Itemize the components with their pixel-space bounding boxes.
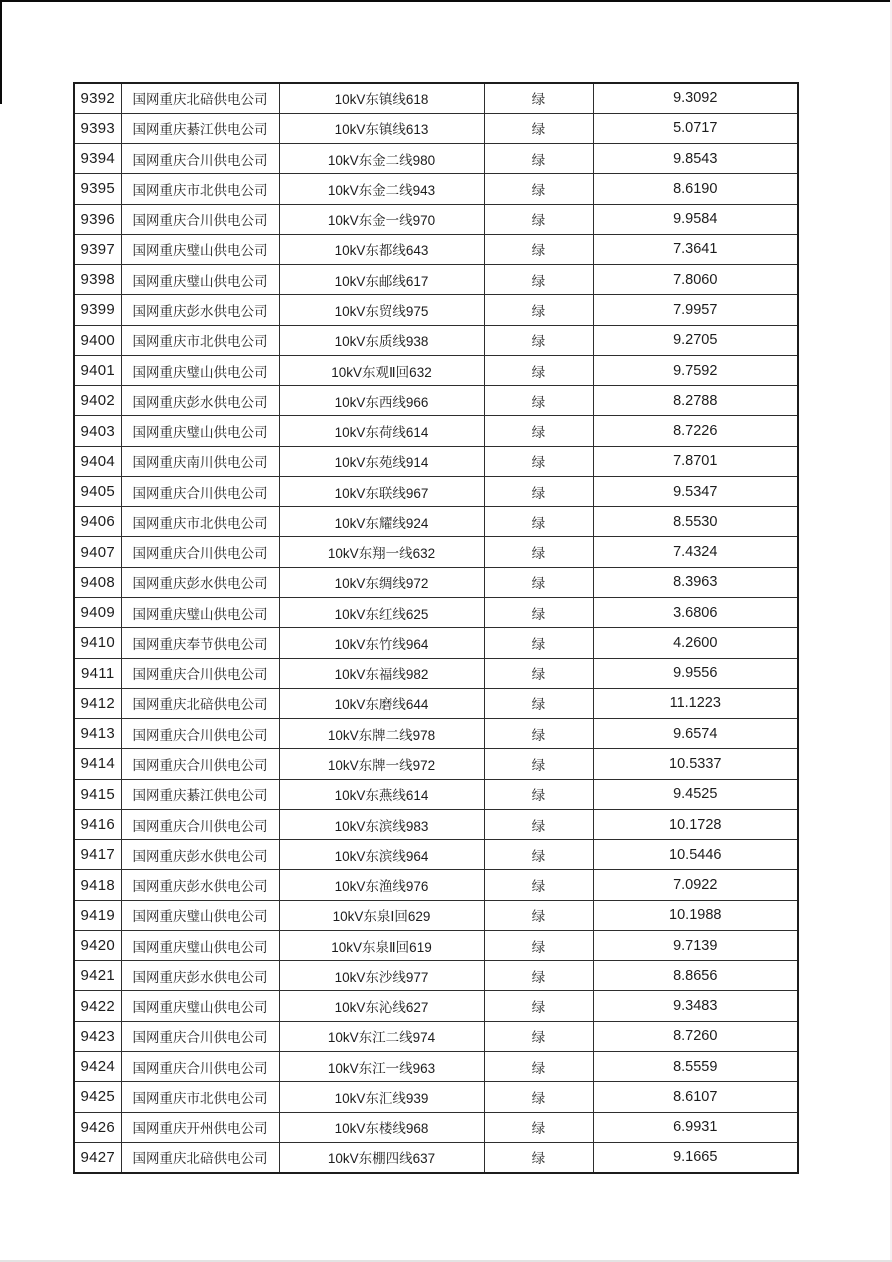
status-cell: 绿 bbox=[484, 688, 593, 718]
status-cell: 绿 bbox=[484, 719, 593, 749]
value-cell: 8.2788 bbox=[593, 386, 798, 416]
table-row bbox=[74, 1112, 798, 1142]
row-number-cell: 9396 bbox=[74, 204, 121, 234]
company-name-cell: 国网重庆綦江供电公司 bbox=[121, 113, 279, 143]
status-cell: 绿 bbox=[484, 295, 593, 325]
table-row bbox=[74, 688, 798, 718]
status-cell: 绿 bbox=[484, 779, 593, 809]
status-cell: 绿 bbox=[484, 416, 593, 446]
row-number-cell: 9425 bbox=[74, 1082, 121, 1112]
status-cell: 绿 bbox=[484, 507, 593, 537]
table-row bbox=[74, 930, 798, 960]
table-row bbox=[74, 234, 798, 264]
table-row bbox=[74, 598, 798, 628]
table-row bbox=[74, 809, 798, 839]
line-name-cell: 10kV东都线643 bbox=[279, 234, 484, 264]
company-name-cell: 国网重庆开州供电公司 bbox=[121, 1112, 279, 1142]
table-row bbox=[74, 204, 798, 234]
value-cell: 10.5446 bbox=[593, 840, 798, 870]
table-row bbox=[74, 537, 798, 567]
line-name-cell: 10kV东泉Ⅱ回619 bbox=[279, 930, 484, 960]
table-row bbox=[74, 1052, 798, 1082]
line-name-cell: 10kV东竹线964 bbox=[279, 628, 484, 658]
row-number-cell: 9417 bbox=[74, 840, 121, 870]
line-name-cell: 10kV东泉Ⅰ回629 bbox=[279, 900, 484, 930]
value-cell: 9.3092 bbox=[593, 83, 798, 113]
line-name-cell: 10kV东牌一线972 bbox=[279, 749, 484, 779]
table-row bbox=[74, 719, 798, 749]
company-name-cell: 国网重庆璧山供电公司 bbox=[121, 598, 279, 628]
table-row bbox=[74, 1142, 798, 1172]
row-number-cell: 9418 bbox=[74, 870, 121, 900]
status-cell: 绿 bbox=[484, 900, 593, 930]
table-row bbox=[74, 567, 798, 597]
row-number-cell: 9406 bbox=[74, 507, 121, 537]
value-cell: 8.6107 bbox=[593, 1082, 798, 1112]
company-name-cell: 国网重庆合川供电公司 bbox=[121, 1052, 279, 1082]
table-row bbox=[74, 325, 798, 355]
company-name-cell: 国网重庆璧山供电公司 bbox=[121, 991, 279, 1021]
row-number-cell: 9409 bbox=[74, 598, 121, 628]
line-name-cell: 10kV东楼线968 bbox=[279, 1112, 484, 1142]
line-name-cell: 10kV东棚四线637 bbox=[279, 1142, 484, 1172]
status-cell: 绿 bbox=[484, 386, 593, 416]
table-row bbox=[74, 476, 798, 506]
line-name-cell: 10kV东牌二线978 bbox=[279, 719, 484, 749]
table-row bbox=[74, 355, 798, 385]
line-name-cell: 10kV东翔一线632 bbox=[279, 537, 484, 567]
value-cell: 10.1728 bbox=[593, 809, 798, 839]
line-name-cell: 10kV东江二线974 bbox=[279, 1021, 484, 1051]
row-number-cell: 9404 bbox=[74, 446, 121, 476]
table-row bbox=[74, 749, 798, 779]
value-cell: 9.5347 bbox=[593, 476, 798, 506]
company-name-cell: 国网重庆彭水供电公司 bbox=[121, 961, 279, 991]
value-cell: 8.8656 bbox=[593, 961, 798, 991]
status-cell: 绿 bbox=[484, 809, 593, 839]
company-name-cell: 国网重庆合川供电公司 bbox=[121, 719, 279, 749]
row-number-cell: 9421 bbox=[74, 961, 121, 991]
line-name-cell: 10kV东燕线614 bbox=[279, 779, 484, 809]
row-number-cell: 9413 bbox=[74, 719, 121, 749]
line-name-cell: 10kV东汇线939 bbox=[279, 1082, 484, 1112]
line-name-cell: 10kV东联线967 bbox=[279, 476, 484, 506]
status-cell: 绿 bbox=[484, 83, 593, 113]
table-row bbox=[74, 961, 798, 991]
line-name-cell: 10kV东观Ⅱ回632 bbox=[279, 355, 484, 385]
row-number-cell: 9402 bbox=[74, 386, 121, 416]
row-number-cell: 9397 bbox=[74, 234, 121, 264]
value-cell: 7.8060 bbox=[593, 265, 798, 295]
company-name-cell: 国网重庆璧山供电公司 bbox=[121, 900, 279, 930]
table-row bbox=[74, 386, 798, 416]
row-number-cell: 9392 bbox=[74, 83, 121, 113]
status-cell: 绿 bbox=[484, 567, 593, 597]
line-name-cell: 10kV东贸线975 bbox=[279, 295, 484, 325]
line-name-cell: 10kV东金二线943 bbox=[279, 174, 484, 204]
status-cell: 绿 bbox=[484, 537, 593, 567]
line-name-cell: 10kV东滨线983 bbox=[279, 809, 484, 839]
company-name-cell: 国网重庆合川供电公司 bbox=[121, 658, 279, 688]
status-cell: 绿 bbox=[484, 476, 593, 506]
row-number-cell: 9411 bbox=[74, 658, 121, 688]
row-number-cell: 9407 bbox=[74, 537, 121, 567]
line-name-cell: 10kV东江一线963 bbox=[279, 1052, 484, 1082]
table-row bbox=[74, 416, 798, 446]
value-cell: 8.7226 bbox=[593, 416, 798, 446]
company-name-cell: 国网重庆合川供电公司 bbox=[121, 204, 279, 234]
company-name-cell: 国网重庆北碚供电公司 bbox=[121, 1142, 279, 1172]
company-name-cell: 国网重庆璧山供电公司 bbox=[121, 416, 279, 446]
value-cell: 3.6806 bbox=[593, 598, 798, 628]
status-cell: 绿 bbox=[484, 628, 593, 658]
line-name-cell: 10kV东福线982 bbox=[279, 658, 484, 688]
status-cell: 绿 bbox=[484, 113, 593, 143]
table-row bbox=[74, 446, 798, 476]
table-row bbox=[74, 113, 798, 143]
table-row bbox=[74, 265, 798, 295]
company-name-cell: 国网重庆璧山供电公司 bbox=[121, 265, 279, 295]
company-name-cell: 国网重庆彭水供电公司 bbox=[121, 870, 279, 900]
table-row bbox=[74, 870, 798, 900]
company-name-cell: 国网重庆合川供电公司 bbox=[121, 1021, 279, 1051]
row-number-cell: 9400 bbox=[74, 325, 121, 355]
company-name-cell: 国网重庆北碚供电公司 bbox=[121, 83, 279, 113]
status-cell: 绿 bbox=[484, 325, 593, 355]
table-row bbox=[74, 83, 798, 113]
row-number-cell: 9412 bbox=[74, 688, 121, 718]
line-name-cell: 10kV东质线938 bbox=[279, 325, 484, 355]
company-name-cell: 国网重庆合川供电公司 bbox=[121, 809, 279, 839]
company-name-cell: 国网重庆彭水供电公司 bbox=[121, 295, 279, 325]
scan-top-edge bbox=[0, 0, 892, 2]
status-cell: 绿 bbox=[484, 991, 593, 1021]
company-name-cell: 国网重庆市北供电公司 bbox=[121, 325, 279, 355]
company-name-cell: 国网重庆市北供电公司 bbox=[121, 174, 279, 204]
status-cell: 绿 bbox=[484, 265, 593, 295]
row-number-cell: 9393 bbox=[74, 113, 121, 143]
value-cell: 9.3483 bbox=[593, 991, 798, 1021]
line-name-cell: 10kV东绸线972 bbox=[279, 567, 484, 597]
table-row bbox=[74, 991, 798, 1021]
row-number-cell: 9416 bbox=[74, 809, 121, 839]
value-cell: 7.9957 bbox=[593, 295, 798, 325]
line-name-cell: 10kV东镇线618 bbox=[279, 83, 484, 113]
row-number-cell: 9398 bbox=[74, 265, 121, 295]
line-name-cell: 10kV东耀线924 bbox=[279, 507, 484, 537]
company-name-cell: 国网重庆璧山供电公司 bbox=[121, 930, 279, 960]
table-row bbox=[74, 1082, 798, 1112]
row-number-cell: 9403 bbox=[74, 416, 121, 446]
line-name-cell: 10kV东红线625 bbox=[279, 598, 484, 628]
row-number-cell: 9419 bbox=[74, 900, 121, 930]
line-name-cell: 10kV东金二线980 bbox=[279, 144, 484, 174]
value-cell: 10.5337 bbox=[593, 749, 798, 779]
status-cell: 绿 bbox=[484, 174, 593, 204]
line-name-cell: 10kV东渔线976 bbox=[279, 870, 484, 900]
company-name-cell: 国网重庆南川供电公司 bbox=[121, 446, 279, 476]
table-row bbox=[74, 144, 798, 174]
status-cell: 绿 bbox=[484, 1142, 593, 1172]
value-cell: 8.7260 bbox=[593, 1021, 798, 1051]
row-number-cell: 9427 bbox=[74, 1142, 121, 1172]
value-cell: 8.3963 bbox=[593, 567, 798, 597]
line-name-cell: 10kV东磨线644 bbox=[279, 688, 484, 718]
value-cell: 7.3641 bbox=[593, 234, 798, 264]
status-cell: 绿 bbox=[484, 1082, 593, 1112]
row-number-cell: 9422 bbox=[74, 991, 121, 1021]
line-name-cell: 10kV东沁线627 bbox=[279, 991, 484, 1021]
status-cell: 绿 bbox=[484, 961, 593, 991]
company-name-cell: 国网重庆市北供电公司 bbox=[121, 1082, 279, 1112]
value-cell: 7.0922 bbox=[593, 870, 798, 900]
value-cell: 5.0717 bbox=[593, 113, 798, 143]
value-cell: 9.7592 bbox=[593, 355, 798, 385]
row-number-cell: 9426 bbox=[74, 1112, 121, 1142]
row-number-cell: 9394 bbox=[74, 144, 121, 174]
company-name-cell: 国网重庆彭水供电公司 bbox=[121, 567, 279, 597]
row-number-cell: 9420 bbox=[74, 930, 121, 960]
row-number-cell: 9405 bbox=[74, 476, 121, 506]
table-row bbox=[74, 507, 798, 537]
company-name-cell: 国网重庆綦江供电公司 bbox=[121, 779, 279, 809]
value-cell: 10.1988 bbox=[593, 900, 798, 930]
table-body bbox=[74, 83, 798, 1173]
line-name-cell: 10kV东金一线970 bbox=[279, 204, 484, 234]
status-cell: 绿 bbox=[484, 840, 593, 870]
status-cell: 绿 bbox=[484, 204, 593, 234]
status-cell: 绿 bbox=[484, 658, 593, 688]
status-cell: 绿 bbox=[484, 355, 593, 385]
power-line-table bbox=[73, 82, 799, 1174]
table-row bbox=[74, 779, 798, 809]
line-name-cell: 10kV东沙线977 bbox=[279, 961, 484, 991]
value-cell: 8.5530 bbox=[593, 507, 798, 537]
company-name-cell: 国网重庆合川供电公司 bbox=[121, 537, 279, 567]
row-number-cell: 9401 bbox=[74, 355, 121, 385]
line-name-cell: 10kV东苑线914 bbox=[279, 446, 484, 476]
row-number-cell: 9423 bbox=[74, 1021, 121, 1051]
value-cell: 9.9584 bbox=[593, 204, 798, 234]
value-cell: 6.9931 bbox=[593, 1112, 798, 1142]
status-cell: 绿 bbox=[484, 144, 593, 174]
row-number-cell: 9424 bbox=[74, 1052, 121, 1082]
company-name-cell: 国网重庆合川供电公司 bbox=[121, 476, 279, 506]
status-cell: 绿 bbox=[484, 1112, 593, 1142]
row-number-cell: 9414 bbox=[74, 749, 121, 779]
value-cell: 11.1223 bbox=[593, 688, 798, 718]
status-cell: 绿 bbox=[484, 930, 593, 960]
row-number-cell: 9408 bbox=[74, 567, 121, 597]
value-cell: 7.4324 bbox=[593, 537, 798, 567]
value-cell: 9.4525 bbox=[593, 779, 798, 809]
company-name-cell: 国网重庆璧山供电公司 bbox=[121, 355, 279, 385]
status-cell: 绿 bbox=[484, 749, 593, 779]
line-name-cell: 10kV东滨线964 bbox=[279, 840, 484, 870]
company-name-cell: 国网重庆奉节供电公司 bbox=[121, 628, 279, 658]
table-row bbox=[74, 1021, 798, 1051]
table-row bbox=[74, 628, 798, 658]
status-cell: 绿 bbox=[484, 1021, 593, 1051]
value-cell: 9.6574 bbox=[593, 719, 798, 749]
table-row bbox=[74, 174, 798, 204]
company-name-cell: 国网重庆市北供电公司 bbox=[121, 507, 279, 537]
company-name-cell: 国网重庆合川供电公司 bbox=[121, 749, 279, 779]
value-cell: 7.8701 bbox=[593, 446, 798, 476]
row-number-cell: 9399 bbox=[74, 295, 121, 325]
status-cell: 绿 bbox=[484, 870, 593, 900]
status-cell: 绿 bbox=[484, 598, 593, 628]
status-cell: 绿 bbox=[484, 234, 593, 264]
value-cell: 9.8543 bbox=[593, 144, 798, 174]
table-row bbox=[74, 295, 798, 325]
row-number-cell: 9395 bbox=[74, 174, 121, 204]
company-name-cell: 国网重庆合川供电公司 bbox=[121, 144, 279, 174]
value-cell: 9.2705 bbox=[593, 325, 798, 355]
company-name-cell: 国网重庆璧山供电公司 bbox=[121, 234, 279, 264]
value-cell: 9.9556 bbox=[593, 658, 798, 688]
line-name-cell: 10kV东西线966 bbox=[279, 386, 484, 416]
line-name-cell: 10kV东荷线614 bbox=[279, 416, 484, 446]
company-name-cell: 国网重庆北碚供电公司 bbox=[121, 688, 279, 718]
row-number-cell: 9410 bbox=[74, 628, 121, 658]
value-cell: 9.1665 bbox=[593, 1142, 798, 1172]
status-cell: 绿 bbox=[484, 1052, 593, 1082]
table-row bbox=[74, 900, 798, 930]
table-row bbox=[74, 658, 798, 688]
value-cell: 4.2600 bbox=[593, 628, 798, 658]
line-name-cell: 10kV东镇线613 bbox=[279, 113, 484, 143]
value-cell: 9.7139 bbox=[593, 930, 798, 960]
company-name-cell: 国网重庆彭水供电公司 bbox=[121, 386, 279, 416]
row-number-cell: 9415 bbox=[74, 779, 121, 809]
table-row bbox=[74, 840, 798, 870]
value-cell: 8.5559 bbox=[593, 1052, 798, 1082]
line-name-cell: 10kV东邮线617 bbox=[279, 265, 484, 295]
scan-left-edge bbox=[0, 0, 2, 104]
status-cell: 绿 bbox=[484, 446, 593, 476]
company-name-cell: 国网重庆彭水供电公司 bbox=[121, 840, 279, 870]
value-cell: 8.6190 bbox=[593, 174, 798, 204]
